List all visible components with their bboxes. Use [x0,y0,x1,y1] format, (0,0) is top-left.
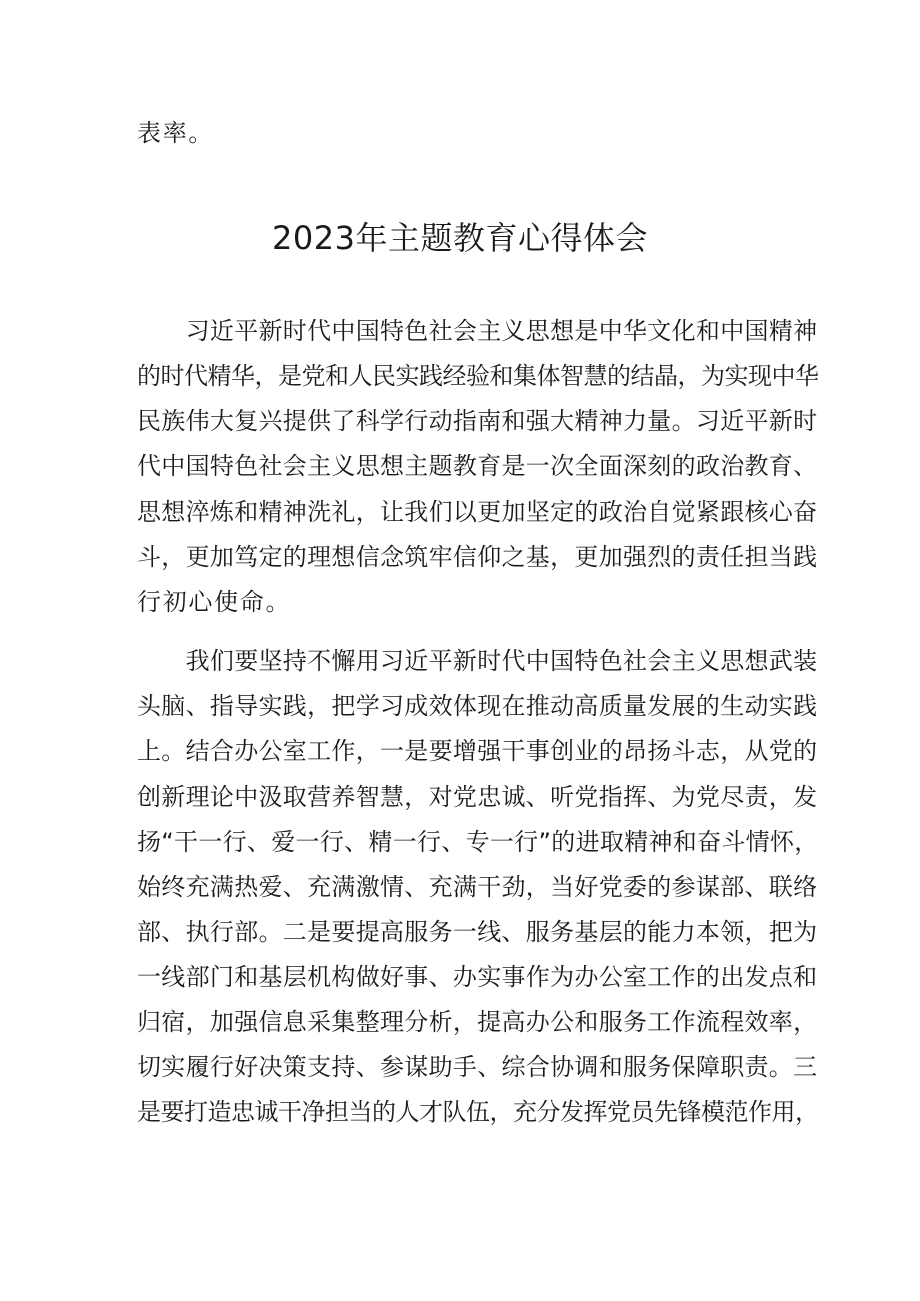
body-line: 代中国特色社会主义思想主题教育是一次全面深刻的政治教育、 [137,452,818,480]
body-line: 扬“干一行、爱一行、精一行、专一行”的进取精神和奋斗情怀， [137,828,819,856]
body-line: 部、执行部。二是要提高服务一线、服务基层的能力本领，把为 [137,918,818,946]
body-line: 上。结合办公室工作，一是要增强干事创业的昂扬斗志，从党的 [137,737,818,765]
body-line: 我们要坚持不懈用习近平新时代中国特色社会主义思想武装 [137,647,818,675]
body-line: 思想淬炼和精神洗礼，让我们以更加坚定的政治自觉紧跟核心奋 [137,498,818,526]
body-line: 切实履行好决策支持、参谋助手、综合协调和服务保障职责。三 [137,1053,818,1081]
body-line: 是要打造忠诚干净担当的人才队伍，充分发挥党员先锋模范作用， [137,1098,819,1126]
body-line: 的时代精华，是党和人民实践经验和集体智慧的结晶，为实现中华 [137,362,819,390]
body-line: 创新理论中汲取营养智慧，对党忠诚、听党指挥、为党尽责，发 [137,783,818,811]
previous-section-tail: 表率。 [137,119,215,147]
body-line: 民族伟大复兴提供了科学行动指南和强大精神力量。习近平新时 [137,407,818,435]
body-line: 习近平新时代中国特色社会主义思想是中华文化和中国精神 [137,317,818,345]
body-line: 归宿，加强信息采集整理分析，提高办公和服务工作流程效率， [137,1008,818,1036]
body-line: 始终充满热爱、充满激情、充满干劲，当好党委的参谋部、联络 [137,873,818,901]
body-line: 一线部门和基层机构做好事、办实事作为办公室工作的出发点和 [137,963,818,991]
document-title: 2023年主题教育心得体会 [272,219,648,257]
body-line: 头脑、指导实践，把学习成效体现在推动高质量发展的生动实践 [137,692,818,720]
body-line: 行初心使命。 [137,588,292,616]
body-line: 斗，更加笃定的理想信念筑牢信仰之基，更加强烈的责任担当践 [137,543,818,571]
